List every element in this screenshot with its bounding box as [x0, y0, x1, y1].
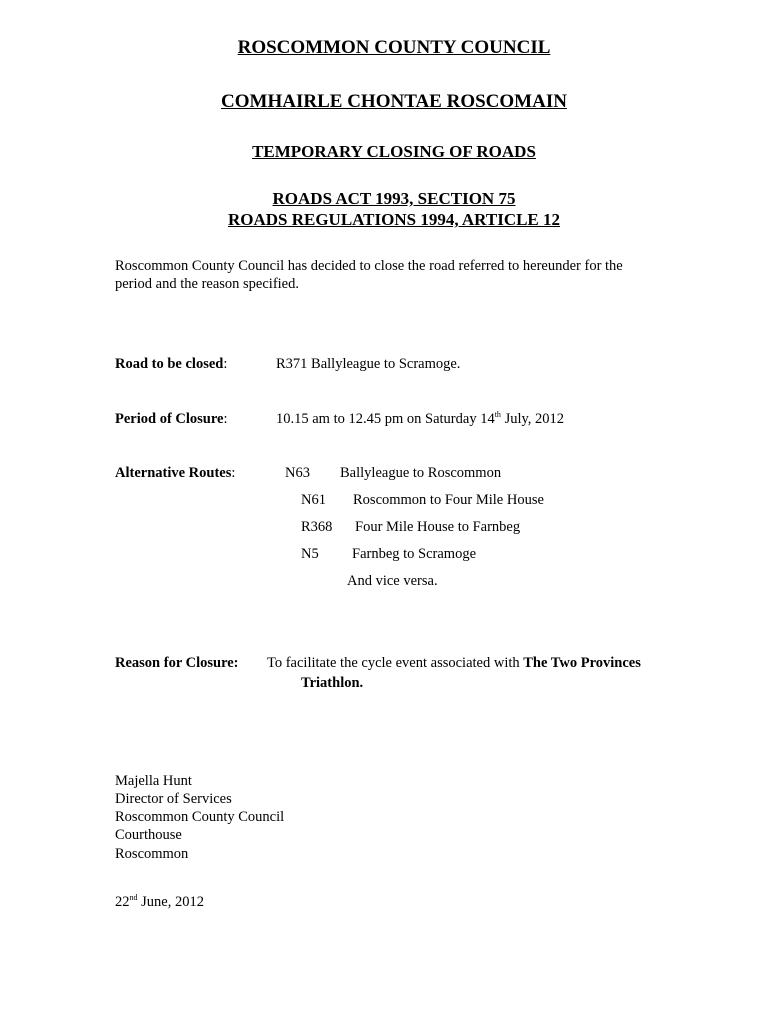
signatory-org: Roscommon County Council	[115, 809, 285, 825]
signatory-title: Director of Services	[115, 791, 232, 807]
period-value-suffix: th	[494, 410, 501, 419]
council-name-heading: ROSCOMMON COUNTY COUNCIL	[237, 37, 551, 58]
alternative-label-colon: :	[231, 465, 236, 481]
reason-text	[267, 654, 641, 672]
period-value	[276, 410, 564, 428]
route-desc-2: Roscommon to Four Mile House	[353, 492, 544, 508]
route-code-3: R368	[301, 519, 333, 535]
route-code-2: N61	[301, 492, 326, 508]
notice-date	[115, 893, 204, 911]
regulations-reference: ROADS REGULATIONS 1994, ARTICLE 12	[227, 210, 561, 229]
road-label-row	[115, 355, 227, 373]
period-label: Period of Closure	[115, 411, 224, 427]
intro-line-2: period and the reason specified.	[115, 276, 299, 292]
address-line-2: Roscommon	[115, 846, 189, 862]
act-reference: ROADS ACT 1993, SECTION 75	[272, 189, 516, 208]
reason-label: Reason for Closure:	[115, 655, 239, 671]
date-rest: June, 2012	[137, 894, 204, 910]
notice-title: TEMPORARY CLOSING OF ROADS	[252, 142, 536, 161]
alternative-label-row	[115, 464, 235, 482]
date-suffix: nd	[129, 893, 138, 902]
council-name-irish-heading: COMHAIRLE CHONTAE ROSCOMAIN	[221, 91, 567, 112]
route-desc-1: Ballyleague to Roscommon	[340, 465, 502, 481]
reason-event-name-cont: Triathlon.	[301, 675, 364, 691]
route-desc-3: Four Mile House to Farnbeg	[355, 519, 521, 535]
road-label-colon: :	[223, 356, 228, 372]
road-value: R371 Ballyleague to Scramoge.	[276, 356, 461, 372]
road-label: Road to be closed	[115, 356, 224, 372]
route-code-4: N5	[301, 546, 319, 562]
alternative-label: Alternative Routes	[115, 465, 232, 481]
routes-vice-versa: And vice versa.	[347, 573, 438, 589]
period-label-row	[115, 410, 228, 428]
signatory-name: Majella Hunt	[115, 773, 192, 789]
period-value-main: 10.15 am to 12.45 pm on Saturday 14	[276, 411, 495, 427]
period-value-month: July, 2012	[500, 411, 565, 427]
route-code-1: N63	[285, 465, 310, 481]
address-line-1: Courthouse	[115, 827, 182, 843]
route-desc-4: Farnbeg to Scramoge	[352, 546, 477, 562]
date-day: 22	[115, 894, 130, 910]
reason-event-name: The Two Provinces	[523, 655, 641, 671]
period-label-colon: :	[223, 411, 228, 427]
intro-line-1: Roscommon County Council has decided to close the road referred to hereunder for the	[115, 258, 623, 274]
reason-text-plain: To facilitate the cycle event associated with	[267, 655, 524, 671]
